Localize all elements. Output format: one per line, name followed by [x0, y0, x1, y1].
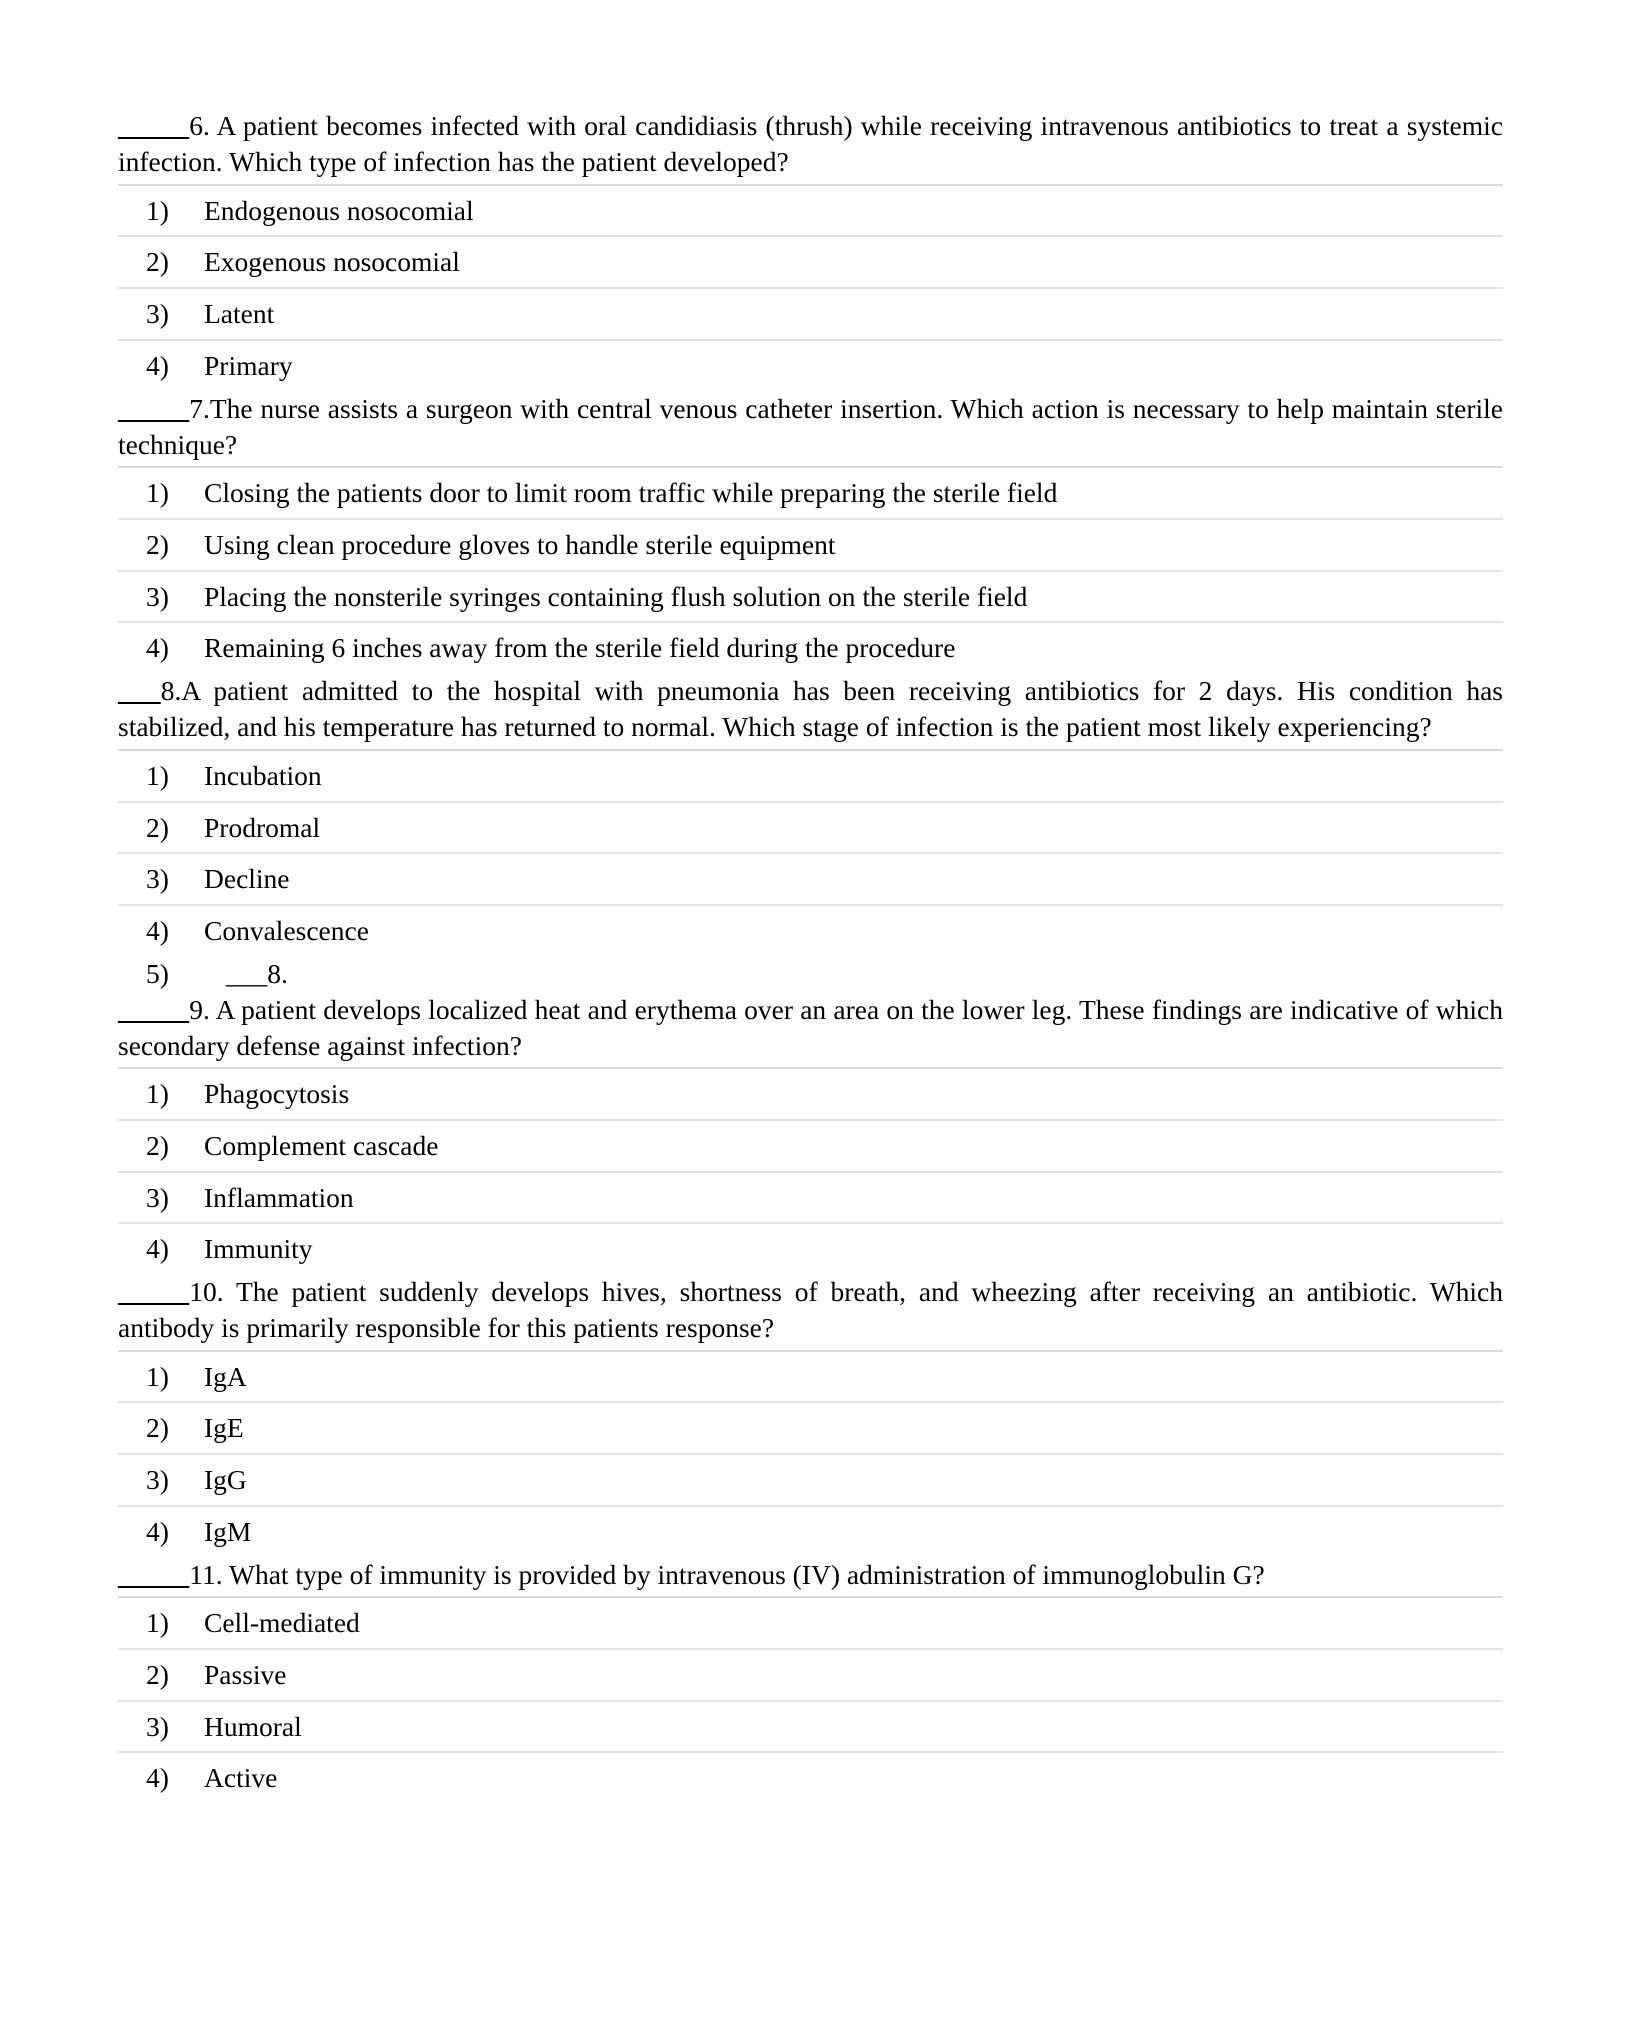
question-text-6: A patient becomes infected with oral candidiasis (thrush) while receiving intravenous antibiotics to treat a systemic infection. Which type of infection has the patient developed? — [118, 110, 1503, 178]
option-row[interactable] — [118, 520, 1503, 572]
answer-blank-7[interactable]: _____ — [118, 392, 190, 424]
option-number: 2) — [146, 1412, 169, 1444]
option-label: Exogenous nosocomial — [204, 246, 460, 278]
option-row[interactable] — [118, 1507, 1503, 1557]
option-label: Phagocytosis — [204, 1078, 350, 1110]
question-number-10: 10. — [189, 1276, 224, 1308]
question-number-7: 7. — [189, 392, 210, 424]
question-stem-8 — [118, 673, 1503, 751]
option-number: 1) — [146, 1607, 169, 1639]
option-row[interactable] — [118, 623, 1503, 673]
option-row[interactable] — [118, 341, 1503, 391]
option-label: Endogenous nosocomial — [204, 194, 474, 226]
option-row[interactable] — [118, 956, 1503, 992]
option-number: 4) — [146, 1233, 169, 1265]
option-row[interactable] — [118, 1598, 1503, 1650]
option-number: 2) — [146, 1658, 169, 1690]
option-number: 4) — [146, 1515, 169, 1547]
option-label: Complement cascade — [204, 1129, 439, 1161]
option-label: Immunity — [204, 1233, 313, 1265]
option-label: Using clean procedure gloves to handle sterile equipment — [204, 528, 836, 560]
option-label: Passive — [204, 1658, 287, 1690]
answer-blank-11[interactable]: _____ — [118, 1558, 190, 1590]
option-number: 4) — [146, 632, 169, 664]
option-row[interactable] — [118, 1403, 1503, 1455]
question-stem-9 — [118, 992, 1503, 1070]
option-label: Prodromal — [204, 811, 321, 843]
option-row[interactable] — [118, 468, 1503, 520]
option-number: 3) — [146, 1710, 169, 1742]
question-text-8: A patient admitted to the hospital with pneumonia has been receiving antibiotics for 2 days. His condition has stabilized, and his temperature has returned to normal. Which stage of infection is the patient most likely experiencing? — [118, 675, 1503, 743]
option-label: Inflammation — [204, 1181, 354, 1213]
option-label: Placing the nonsterile syringes containing flush solution on the sterile field — [204, 580, 1028, 612]
option-number: 3) — [146, 1464, 169, 1496]
option-number: 1) — [146, 1078, 169, 1110]
option-label: Humoral — [204, 1710, 302, 1742]
option-row[interactable] — [118, 751, 1503, 803]
option-row[interactable] — [118, 1069, 1503, 1121]
question-number-6: 6. — [189, 110, 210, 141]
question-text-9: A patient develops localized heat and erythema over an area on the lower leg. These findings are indicative of which secondary defense against infection? — [118, 993, 1503, 1061]
question-block-9 — [118, 992, 1503, 1275]
option-number: 1) — [146, 1360, 169, 1392]
option-number: 4) — [146, 349, 169, 381]
question-stem-6 — [118, 108, 1503, 186]
question-number-8: 8. — [160, 675, 182, 707]
option-number: 3) — [146, 298, 169, 330]
option-label: IgE — [204, 1412, 244, 1444]
option-number: 2) — [146, 811, 169, 843]
option-label: Remaining 6 inches away from the sterile field during the procedure — [204, 632, 956, 664]
option-row[interactable] — [118, 186, 1503, 238]
option-row[interactable] — [118, 1121, 1503, 1173]
option-row[interactable] — [118, 854, 1503, 906]
question-text-7: The nurse assists a surgeon with central venous catheter insertion. Which action is necessary to help maintain sterile technique? — [118, 392, 1503, 460]
question-block-11 — [118, 1557, 1503, 1803]
question-number-11: 11. — [189, 1558, 223, 1590]
option-label: Cell-mediated — [204, 1607, 360, 1639]
option-number: 2) — [146, 246, 169, 278]
question-stem-10 — [118, 1274, 1503, 1352]
question-stem-11 — [118, 1557, 1503, 1598]
option-number: 1) — [146, 477, 169, 509]
option-row[interactable] — [118, 237, 1503, 289]
option-number: 4) — [146, 1762, 169, 1794]
option-label: Active — [204, 1762, 278, 1794]
answer-blank-9[interactable]: _____ — [118, 993, 190, 1025]
question-number-9: 9. — [189, 993, 210, 1025]
option-row[interactable] — [118, 1224, 1503, 1274]
option-label: IgG — [204, 1464, 247, 1496]
question-block-8 — [118, 673, 1503, 991]
option-label: IgM — [204, 1515, 252, 1547]
option-row[interactable] — [118, 1650, 1503, 1702]
option-label: ___8. — [226, 957, 288, 989]
option-number: 2) — [146, 528, 169, 560]
option-number: 4) — [146, 915, 169, 947]
option-row[interactable] — [118, 1455, 1503, 1507]
option-row[interactable] — [118, 1753, 1503, 1803]
option-label: IgA — [204, 1360, 247, 1392]
option-number: 1) — [146, 194, 169, 226]
answer-blank-6[interactable]: _____ — [118, 110, 190, 141]
option-number: 3) — [146, 580, 169, 612]
option-number: 5) — [146, 957, 169, 989]
option-label: Primary — [204, 349, 293, 381]
question-block-10 — [118, 1274, 1503, 1557]
option-label: Incubation — [204, 759, 322, 791]
answer-blank-8[interactable]: ___ — [118, 675, 161, 707]
question-text-10: The patient suddenly develops hives, shortness of breath, and wheezing after receiving an antibiotic. Which antibody is primarily responsible for this patients response? — [118, 1276, 1503, 1344]
option-label: Closing the patients door to limit room traffic while preparing the sterile field — [204, 477, 1058, 509]
option-row[interactable] — [118, 289, 1503, 341]
option-label: Latent — [204, 298, 275, 330]
option-number: 1) — [146, 759, 169, 791]
option-row[interactable] — [118, 803, 1503, 855]
option-row[interactable] — [118, 1352, 1503, 1404]
question-block-7 — [118, 391, 1503, 674]
option-label: Convalescence — [204, 915, 369, 947]
question-block-6 — [118, 108, 1503, 391]
question-stem-7 — [118, 391, 1503, 469]
question-text-11: What type of immunity is provided by intravenous (IV) administration of immunoglobulin G? — [222, 1558, 1265, 1590]
option-label: Decline — [204, 863, 290, 895]
exam-content — [118, 108, 1503, 1803]
answer-blank-10[interactable]: _____ — [118, 1276, 190, 1308]
option-row[interactable] — [118, 1173, 1503, 1225]
option-row[interactable] — [118, 1702, 1503, 1754]
option-number: 3) — [146, 863, 169, 895]
option-row[interactable] — [118, 572, 1503, 624]
option-number: 2) — [146, 1129, 169, 1161]
option-number: 3) — [146, 1181, 169, 1213]
option-row[interactable] — [118, 906, 1503, 956]
